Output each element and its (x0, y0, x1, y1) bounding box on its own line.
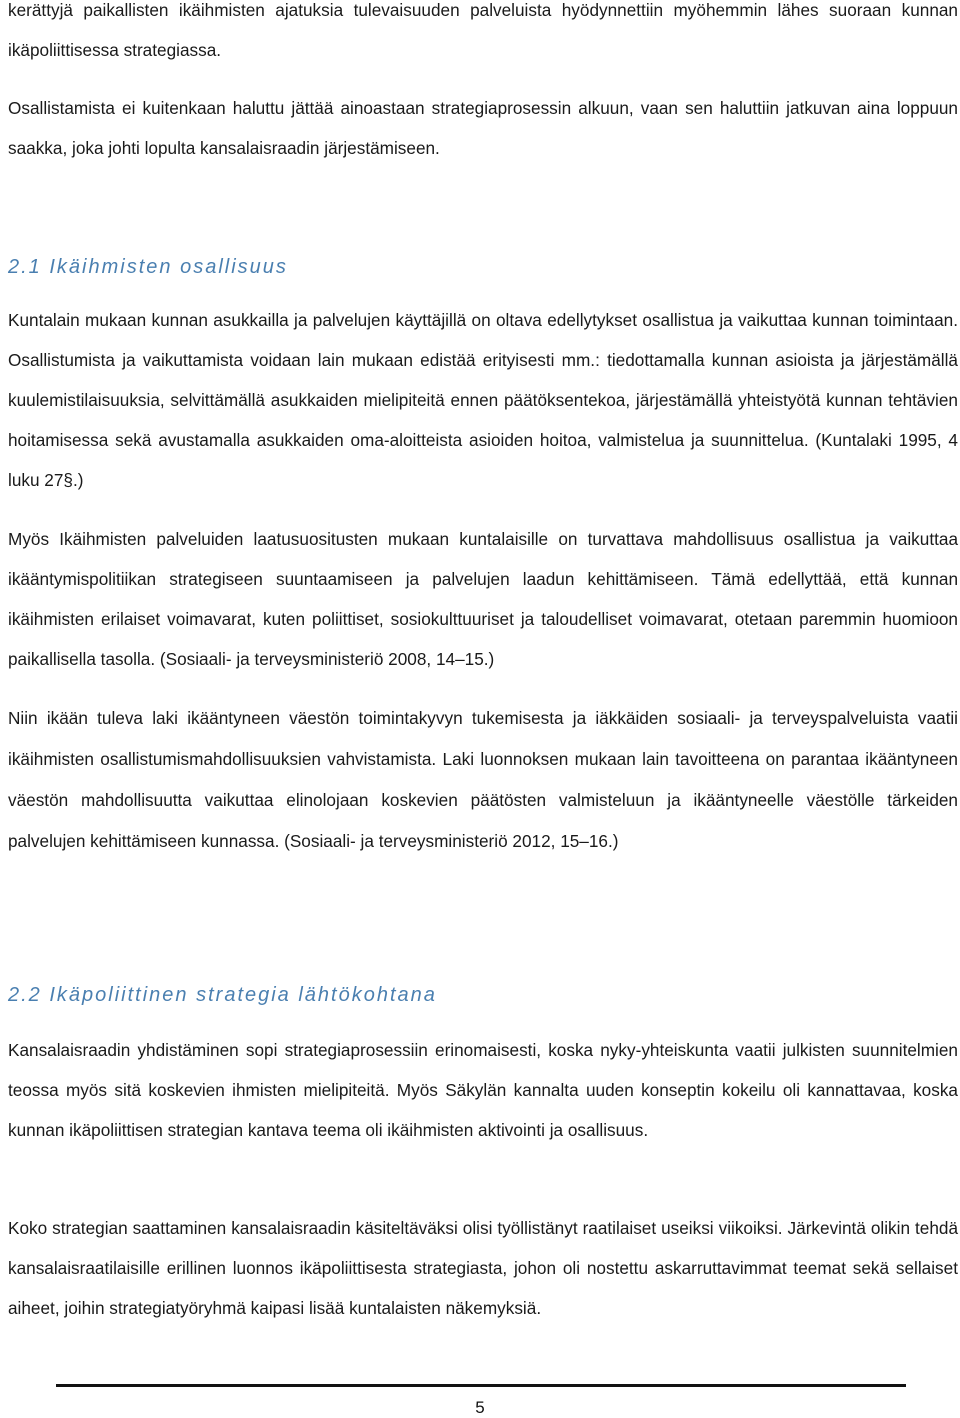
paragraph-koko-strategia: Koko strategian saattaminen kansalaisraadin käsiteltäväksi olisi työllistänyt raatilaiset useiksi viikoiksi. Järkevintä olikin tehdä kansalaisraatilaisille erillinen luonnos ikäpoliittisesta strategiasta, johon oli nostettu askarruttavimmat teemat sekä sellaiset aiheet, joihin strategiatyöryhmä kaipasi lisää kuntalaisten näkemyksiä. (8, 1218, 958, 1318)
paragraph-kuntalaki: Kuntalain mukaan kunnan asukkailla ja palvelujen käyttäjillä on oltava edellytykset osallistua ja vaikuttaa kunnan toimintaan. Osallistumista ja vaikuttamista voidaan lain mukaan edistää erityisesti mm.: tiedottamalla kunnan asioista ja järjestämällä kuulemistilaisuuksia, selvittämällä asukkaiden mielipiteitä ennen päätöksentekoa, järjestämällä yhteistyötä kunnan tehtävien hoitamisessa sekä avustamalla asukkaiden oma-aloitteista asioiden hoitoa, valmistelua ja suunnittelua. (Kuntalaki 1995, 4 luku 27§.) (8, 310, 958, 490)
page-number: 5 (475, 1398, 485, 1417)
paragraph-kansalaisraati: Kansalaisraadin yhdistäminen sopi strategiaprosessiin erinomaisesti, koska nyky-yhteiskunta vaatii julkisten suunnitelmien teossa myös sitä koskevien ihmisten mielipiteitä. Myös Säkylän kannalta uuden konseptin kokeilu oli kannattavaa, koska kunnan ikäpoliittisen strategian kantava teema oli ikäihmisten aktivointi ja osallisuus. (8, 1040, 958, 1140)
paragraph-intro-continued: kerättyjä paikallisten ikäihmisten ajatuksia tulevaisuuden palveluista hyödynnettiin myöhemmin lähes suoraan kunnan ikäpoliittisessa strategiassa. (8, 0, 958, 60)
paragraph-laatusuositus: Myös Ikäihmisten palveluiden laatusuositusten mukaan kuntalaisille on turvattava mahdollisuus osallistua ja vaikuttaa ikääntymispolitiikan strategiseen suuntaamiseen ja palvelujen laadun kehittämiseen. Tämä edellyttää, että kunnan ikäihmisten erilaiset voimavarat, kuten poliittiset, sosiokulttuuriset ja taloudelliset voimavarat, otetaan paremmin huomioon paikallisella tasolla. (Sosiaali- ja terveysministeriö 2008, 14–15.) (8, 529, 958, 669)
section-heading-2-1: 2.1 Ikäihmisten osallisuus (8, 256, 288, 278)
footer-divider (56, 1384, 906, 1387)
paragraph-osallistaminen: Osallistamista ei kuitenkaan haluttu jättää ainoastaan strategiaprosessin alkuun, vaan sen haluttiin jatkuvan aina loppuun saakka, joka johti lopulta kansalaisraadin järjestämiseen. (8, 98, 958, 158)
paragraph-tuleva-laki: Niin ikään tuleva laki ikääntyneen väestön toimintakyvyn tukemisesta ja iäkkäiden sosiaali- ja terveyspalveluista vaatii ikäihmisten osallistumismahdollisuuksien vahvistamista. Laki luonnoksen mukaan lain tavoitteena on parantaa ikääntyneen väestön mahdollisuutta vaikuttaa elinolojaan koskevien päätösten valmisteluun ja ikääntyneelle väestölle tärkeiden palvelujen kehittämiseen kunnassa. (Sosiaali- ja terveysministeriö 2012, 15–16.) (8, 708, 958, 851)
section-heading-2-2: 2.2 Ikäpoliittinen strategia lähtökohtana (8, 984, 437, 1006)
